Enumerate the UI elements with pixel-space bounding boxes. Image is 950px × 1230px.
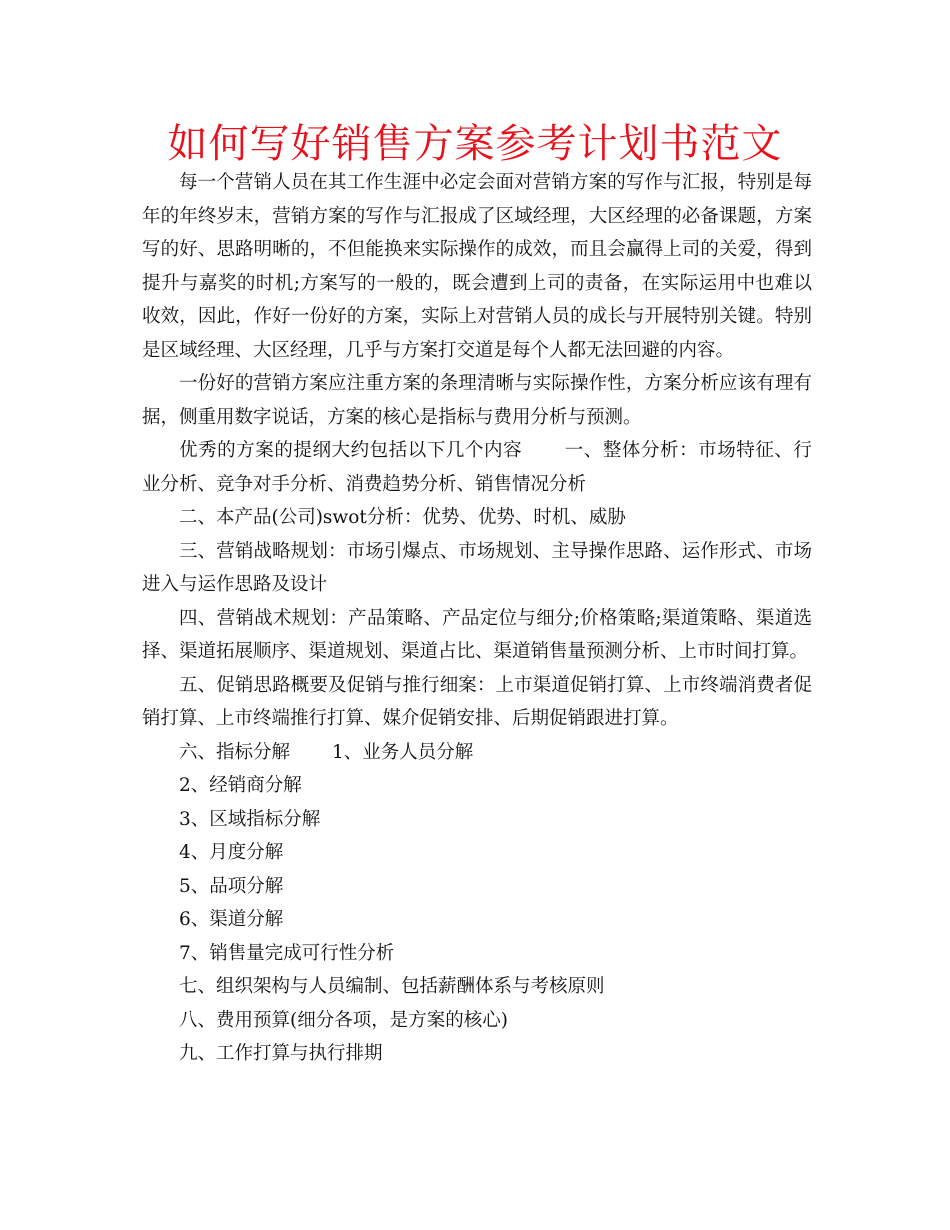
outline-item-7: 七、组织架构与人员编制、包括薪酬体系与考核原则	[179, 976, 605, 997]
outline-item-5: 五、促销思路概要及促销与推行细案：上市渠道促销打算、上市终端消费者促销打算、上市终端推行打算、媒介促销安排、后期促销跟进打算。	[142, 674, 812, 729]
document-body	[142, 166, 812, 1071]
outline-item-3: 三、营销战略规划：市场引爆点、市场规划、主导操作思路、运作形式、市场进入与运作思路及设计	[142, 540, 812, 595]
sub-item-1: 1、业务人员分解	[332, 741, 474, 763]
outline-item-6	[142, 736, 812, 770]
sub-item-7: 7、销售量完成可行性分析	[179, 942, 395, 964]
sub-item-3: 3、区域指标分解	[179, 808, 321, 830]
outline-item-2: 二、本产品(公司)swot分析：优势、优势、时机、威胁	[179, 507, 626, 528]
paragraph-intro: 每一个营销人员在其工作生涯中必定会面对营销方案的写作与汇报，特别是每年的年终岁末，营销方案的写作与汇报成了区域经理，大区经理的必备课题，方案写的好、思路明晰的，不但能换来实际操作的成效，而且会赢得上司的关爱，得到提升与嘉奖的时机;方案写的一般的，既会遭到上司的责备，在实际运用中也难以收效，因此，作好一份好的方案，实际上对营销人员的成长与开展特别关键。特别是区域经理、大区经理，几乎与方案打交道是每个人都无法回避的内容。	[142, 172, 812, 361]
outline-item-6-label: 六、指标分解	[179, 741, 291, 763]
sub-item-6: 6、渠道分解	[179, 909, 284, 930]
outline-item-8: 八、费用预算(细分各项，是方案的核心)	[179, 1009, 508, 1031]
sub-item-2: 2、经销商分解	[179, 775, 302, 796]
outline-intro-text: 优秀的方案的提纲大约包括以下几个内容	[179, 440, 523, 461]
paragraph-outline	[142, 434, 812, 501]
sub-item-4: 4、月度分解	[179, 842, 284, 863]
outline-item-9: 九、工作打算与执行排期	[179, 1043, 383, 1064]
paragraph-good-plan: 一份好的营销方案应注重方案的条理清晰与实际操作性，方案分析应该有理有据，侧重用数字说话，方案的核心是指标与费用分析与预测。	[142, 373, 812, 428]
document-title: 如何写好销售方案参考计划书范文	[167, 121, 783, 167]
outline-item-4: 四、营销战术规划：产品策略、产品定位与细分;价格策略;渠道策略、渠道选择、渠道拓展顺序、渠道规划、渠道占比、渠道销售量预测分析、上市时间打算。	[142, 607, 812, 662]
sub-item-5: 5、品项分解	[179, 875, 284, 897]
outline-item-1: 一、整体分析：市场特征、行业分析、竞争对手分析、消费趋势分析、销售情况分析	[142, 440, 812, 495]
